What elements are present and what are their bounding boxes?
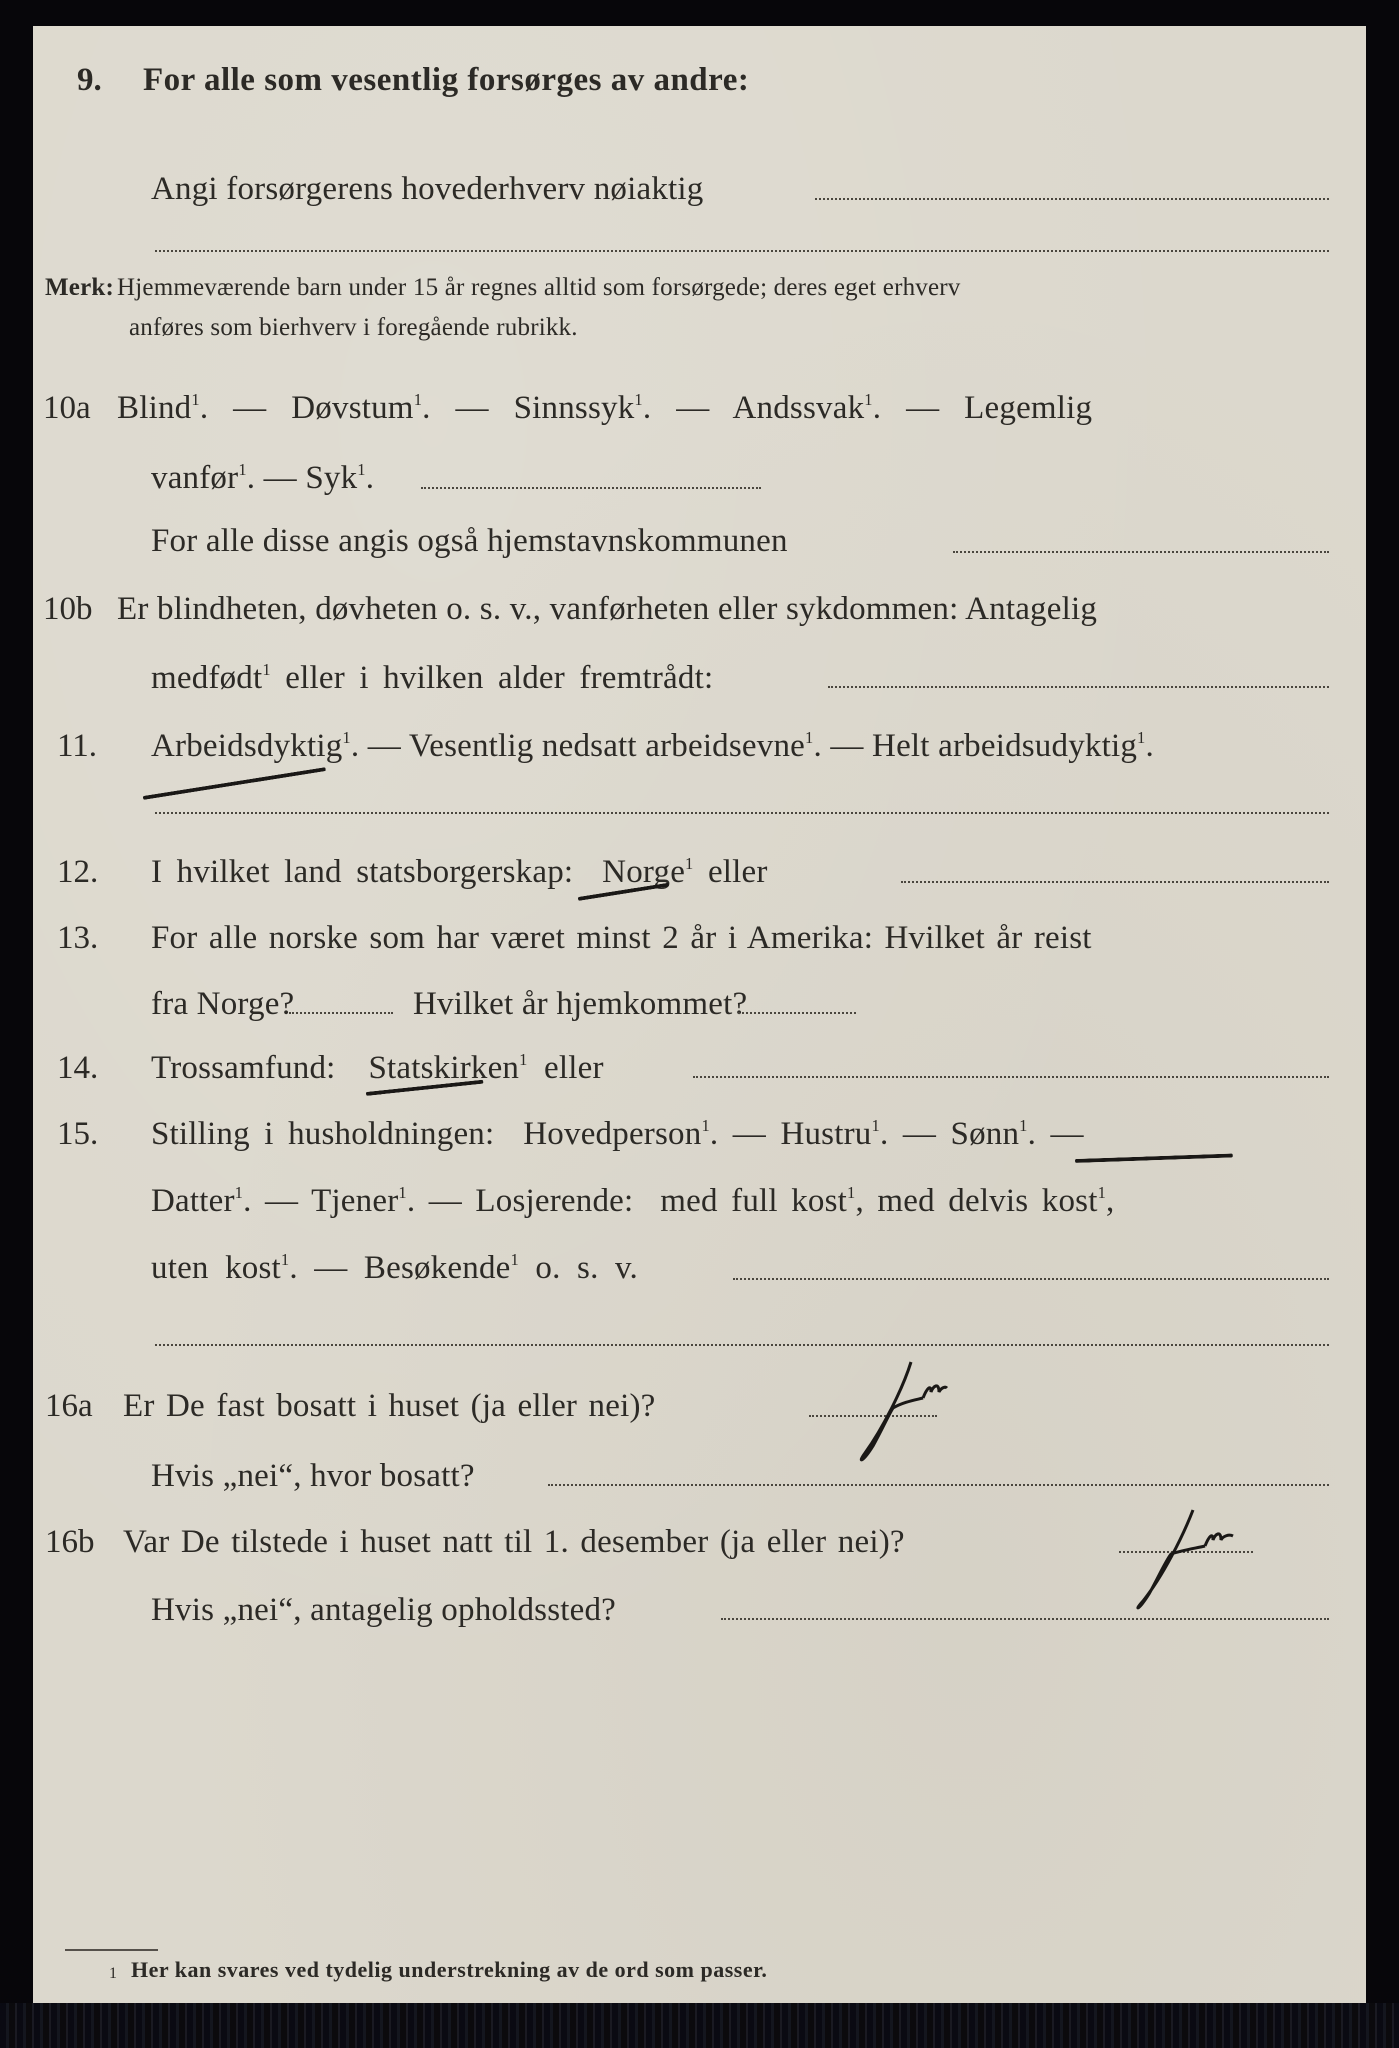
footnote-rule — [65, 1949, 158, 1951]
option-sinnssyk[interactable]: Sinnssyk — [513, 390, 635, 426]
option-blind[interactable]: Blind — [117, 390, 192, 426]
option-sonn[interactable]: Sønn — [950, 1116, 1020, 1152]
q10a-number: 10a — [43, 390, 91, 426]
q9-number: 9. — [77, 62, 102, 98]
q13-line1: For alle norske som har været minst 2 år i Amerika: Hvilket år reist — [151, 920, 1092, 956]
q16a-sub-prompt: Hvis „nei“, hvor bosatt? — [151, 1458, 475, 1494]
option-uten-kost[interactable]: uten kost — [151, 1250, 281, 1286]
option-hustru[interactable]: Hustru — [780, 1116, 872, 1152]
option-andssvak[interactable]: Andssvak — [732, 390, 865, 426]
q11-number: 11. — [57, 728, 98, 764]
q12-answer-field[interactable] — [901, 881, 1329, 883]
q13-hjemkommet-field[interactable] — [738, 1012, 856, 1014]
note-line1: Hjemmeværende barn under 15 år regnes alltid som forsørgede; deres eget erhverv — [117, 274, 961, 301]
option-vanfor[interactable]: vanfør — [151, 460, 239, 496]
option-statskirken[interactable]: Statskirken — [368, 1050, 520, 1086]
q13-number: 13. — [57, 920, 99, 956]
option-delvis-kost[interactable]: med delvis kost — [877, 1183, 1098, 1219]
footnote-text: Her kan svares ved tydelig understrekning av de ord som passer. — [131, 1957, 768, 1982]
q15-answer-line2[interactable] — [155, 1344, 1329, 1346]
q14-answer-field[interactable] — [693, 1076, 1329, 1078]
handwritten-answer-16b — [1113, 1506, 1263, 1616]
q16b-number: 16b — [45, 1524, 95, 1560]
option-udyktig[interactable]: Helt arbeidsudyktig — [872, 728, 1138, 764]
option-norge[interactable]: Norge — [602, 854, 686, 890]
scan-border — [0, 2003, 1399, 2048]
q16b-opholdssted-field[interactable] — [721, 1618, 1329, 1620]
handwritten-underline-arbeidsdyktig — [143, 767, 326, 800]
option-dovstum[interactable]: Døvstum — [291, 390, 414, 426]
q10b-line2: medfødt$^1$ eller i hvilken alder fremtrådt: — [151, 659, 714, 696]
note-label: Merk: — [45, 274, 115, 301]
q9-answer-field-line2[interactable] — [155, 250, 1329, 252]
handwritten-answer-16a — [853, 1358, 973, 1468]
option-besokende[interactable]: Besøkende — [363, 1250, 511, 1286]
q15-line2: Datter$^1$. — Tjener$^1$. — Losjerende: med full kost$^1$, med delvis kost$^1$, — [151, 1182, 1115, 1219]
q10a-answer-field[interactable] — [421, 487, 761, 489]
q9-answer-field[interactable] — [815, 198, 1329, 200]
option-nedsatt[interactable]: Vesentlig nedsatt arbeidsevne — [408, 728, 806, 764]
footnote-marker: 1 — [109, 1965, 118, 1982]
q11-answer-line[interactable] — [155, 812, 1329, 814]
q13-prompt-right: Hvilket år hjemkommet? — [413, 986, 748, 1022]
q16b-prompt: Var De tilstede i huset natt til 1. desember (ja eller nei)? — [123, 1524, 905, 1560]
option-tjener[interactable]: Tjener — [311, 1183, 399, 1219]
q14-line: Trossamfund: Statskirken$^1$ eller — [151, 1049, 604, 1086]
q12-line: I hvilket land statsborgerskap: Norge$^1$ eller — [151, 853, 768, 890]
handwritten-underline-sonn — [1075, 1153, 1233, 1163]
option-legemlig[interactable]: Legemlig — [964, 390, 1093, 426]
q10b-answer-field[interactable] — [828, 686, 1329, 688]
q15-number: 15. — [57, 1116, 99, 1152]
option-syk[interactable]: Syk — [305, 460, 358, 496]
q10a-line2: vanfør$^1$. — Syk$^1$. — [151, 459, 375, 496]
q15-line3: uten kost$^1$. — Besøkende$^1$ o. s. v. — [151, 1249, 638, 1286]
option-medfodt[interactable]: medfødt — [151, 660, 263, 696]
q10a-hjemstavn-field[interactable] — [953, 551, 1329, 553]
q10a-prompt: For alle disse angis også hjemstavnskommunen — [151, 523, 788, 559]
q10b-number: 10b — [43, 591, 93, 627]
q15-line1: Stilling i husholdningen: Hovedperson$^1$. — Hustru$^1$. — Sønn$^1$. — — [151, 1115, 1084, 1152]
option-datter[interactable]: Datter — [151, 1183, 235, 1219]
q12-number: 12. — [57, 854, 99, 890]
option-arbeidsdyktig[interactable]: Arbeidsdyktig — [151, 728, 343, 764]
q16b-sub-prompt: Hvis „nei“, antagelig opholdssted? — [151, 1592, 617, 1628]
q10b-line1: Er blindheten, døvheten o. s. v., vanførheten eller sykdommen: Antagelig — [117, 591, 1098, 627]
q16a-number: 16a — [45, 1388, 93, 1424]
note-line2: anføres som bierhverv i foregående rubrikk. — [129, 314, 578, 341]
q13-reist-field[interactable] — [289, 1012, 393, 1014]
q13-prompt-left: fra Norge? — [151, 986, 295, 1022]
q9-title: For alle som vesentlig forsørges av andre: — [143, 62, 750, 98]
q16a-bosatt-field[interactable] — [548, 1484, 1329, 1486]
option-hovedperson[interactable]: Hovedperson — [523, 1116, 702, 1152]
q10a-line1: Blind$^1$. — Døvstum$^1$. — Sinnssyk$^1$. — Andssvak$^1$. — Legemlig — [117, 389, 1093, 426]
option-full-kost[interactable]: med full kost — [660, 1183, 848, 1219]
q9-prompt: Angi forsørgerens hovederhverv nøiaktig — [151, 171, 704, 207]
q14-number: 14. — [57, 1050, 99, 1086]
q11-line: Arbeidsdyktig$^1$. — Vesentlig nedsatt arbeidsevne$^1$. — Helt arbeidsudyktig$^1$. — [151, 727, 1154, 764]
census-form-page — [33, 26, 1366, 2003]
q16a-prompt: Er De fast bosatt i huset (ja eller nei)? — [123, 1388, 656, 1424]
q15-answer-field[interactable] — [733, 1278, 1329, 1280]
